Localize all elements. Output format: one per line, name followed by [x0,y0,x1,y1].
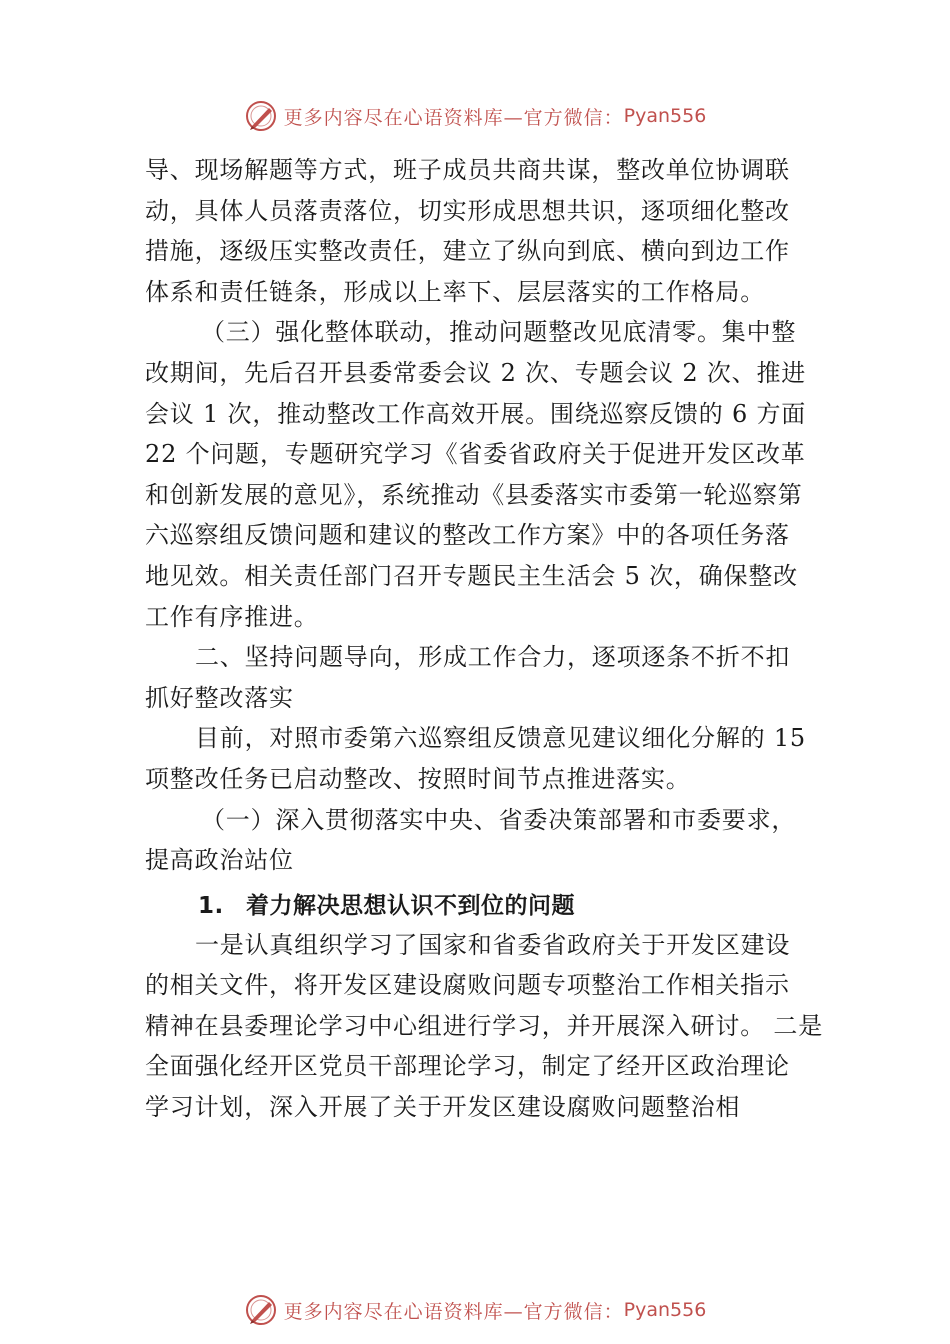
banner-wechat-id: Pyan556 [623,1299,707,1321]
text-line: 22 个问题，专题研究学习《省委省政府关于促进开发区改革 [145,440,806,469]
pen-seal-logo-icon [244,1293,278,1327]
text-line: 和创新发展的意见》，系统推动《县委落实市委第一轮巡察第 [145,480,803,509]
banner-text: 更多内容尽在心语资料库—官方微信： [283,106,624,129]
subsection-1-heading [145,800,825,881]
document-body [145,150,825,1128]
item-1-heading [145,881,825,925]
paragraph-2 [145,312,825,637]
text-line: 提高政治站位 [145,846,294,875]
paragraph-3 [145,718,825,799]
paragraph-1 [145,150,825,312]
text-line: 抓好整改落实 [145,683,294,712]
text-line: 精神在县委理论学习中心组进行学习，并开展深入研讨。 二是 [145,1011,824,1040]
text-line: 全面强化经开区党员干部理论学习，制定了经开区政治理论 [145,1052,790,1081]
text-line: 的相关文件，将开发区建设腐败问题专项整治工作相关指示 [145,971,790,1000]
text-line: 改期间，先后召开县委常委会议 2 次、专题会议 2 次、推进 [145,358,807,387]
text-line: （三）强化整体联动，推动问题整改见底清零。集中整 [201,318,797,347]
header-banner [0,96,950,136]
text-line: 工作有序推进。 [145,602,319,631]
text-line: 地见效。相关责任部门召开专题民主生活会 5 次，确保整改 [145,561,798,590]
text-line: 六巡察组反馈问题和建议的整改工作方案》中的各项任务落 [145,521,790,550]
text-line: 项整改任务已启动整改、按照时间节点推进落实。 [145,764,691,793]
pen-seal-logo-icon [244,99,278,133]
text-line: 体系和责任链条，形成以上率下、层层落实的工作格局。 [145,277,765,306]
text-line: 动，具体人员落责落位，切实形成思想共识，逐项细化整改 [145,196,790,225]
text-line: 会议 1 次，推动整改工作高效开展。围绕巡察反馈的 6 方面 [145,399,807,428]
banner-text: 更多内容尽在心语资料库—官方微信： [283,1300,624,1323]
text-line: 一是认真组织学习了国家和省委省政府关于开发区建设 [195,930,791,959]
paragraph-4 [145,925,825,1128]
footer-banner [0,1290,950,1330]
section-2-heading [145,637,825,718]
text-line: 目前，对照市委第六巡察组反馈意见建议细化分解的 15 [195,724,806,753]
heading-number: 1. [198,892,224,919]
text-line: 二、坚持问题导向，形成工作合力，逐项逐条不折不扣 [195,643,791,672]
heading-title: 着力解决思想认识不到位的问题 [246,892,575,919]
text-line: （一）深入贯彻落实中央、省委决策部署和市委要求， [201,805,797,834]
text-line: 学习计划，深入开展了关于开发区建设腐败问题整治相 [145,1093,741,1122]
text-line: 措施，逐级压实整改责任，建立了纵向到底、横向到边工作 [145,237,790,266]
text-line: 导、现场解题等方式，班子成员共商共谋，整改单位协调联 [145,156,790,184]
banner-wechat-id: Pyan556 [623,105,707,127]
